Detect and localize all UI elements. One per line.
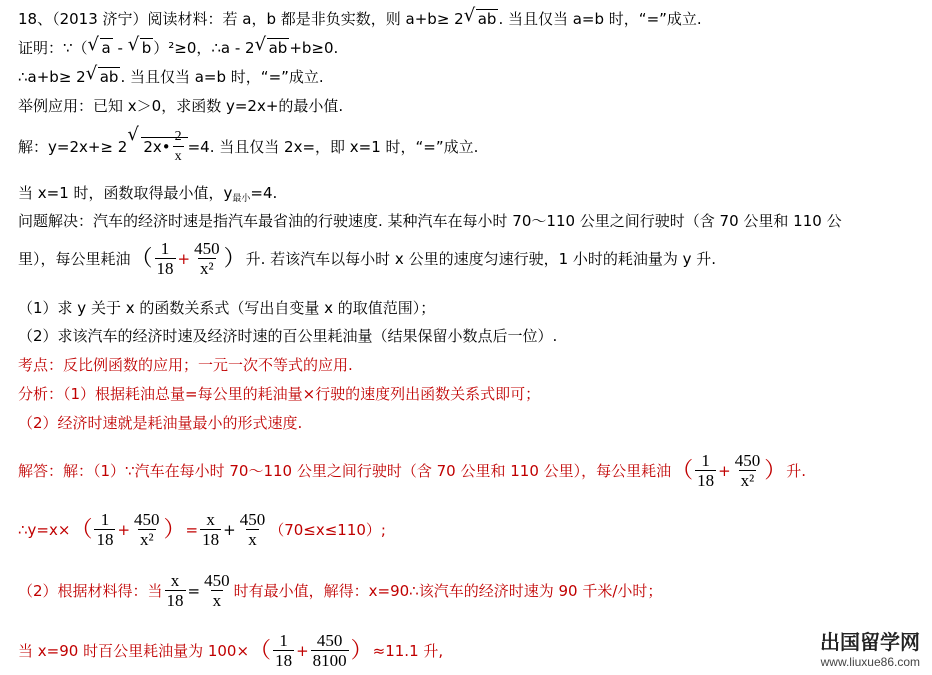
numerator: 1 [279,631,288,650]
fraction [192,240,222,279]
sqrt [464,9,499,29]
denominator: x² [740,471,755,490]
fraction [202,572,232,611]
solution-final [18,632,443,671]
text: +b≥0. [289,39,339,57]
radicand: a [101,39,111,57]
kaodian [18,355,353,375]
sqrt [88,38,113,58]
question-1 [18,298,435,318]
plus: + [223,521,236,539]
paren: ） [223,246,246,272]
denominator: x [173,146,184,167]
watermark [820,626,920,669]
numerator: 450 [734,451,761,470]
denominator: 8100 [312,651,347,670]
text: 里），每公里耗油 [18,250,131,268]
plus: + [296,642,309,660]
fraction [155,240,176,279]
numerator: x [170,571,180,590]
denominator: x² [200,259,214,278]
text: 解答：解：（1）∵汽车在每小时 70～110 公里之间行驶时（含 70 公里和 110 公里），每公里耗油 [18,462,672,480]
text: （2）根据材料得：当 [18,582,163,600]
plus: + [718,462,731,480]
watermark-title: 出国留学网 [820,632,920,654]
denominator: x² [139,530,154,549]
text: （1）求 y 关于 x 的函数关系式（写出自变量 x 的取值范围）； [18,299,436,317]
denominator: 18 [96,530,114,549]
numerator: 450 [134,510,160,529]
text: 升. [786,462,807,480]
fraction [695,452,716,491]
radicand: b [141,39,152,57]
denominator: x [212,591,222,610]
text: . 当且仅当 a=b 时，“=”成立. [498,10,702,28]
text: 升. 若该汽车以每小时 x 公里的速度匀速行驶，1 小时的耗油量为 y 升. [245,250,717,268]
equals: = [185,521,199,539]
watermark-url: www.liuxue86.com [820,655,920,669]
numerator: 450 [204,571,230,590]
analysis-2 [18,413,302,433]
numerator: 450 [316,631,343,650]
text: 问题解决：汽车的经济时速是指汽车最省油的行驶速度. 某种汽车在每小时 70～110 公里之间行驶时（含 70 公里和 110 公 [18,212,842,230]
line-4 [18,96,343,116]
sqrt [128,38,154,58]
numerator: 450 [239,510,266,529]
radicand: ab [268,39,288,57]
numerator: 450 [194,239,220,258]
sqrt [255,38,290,58]
text: 当 x=90 时百公里耗油量为 100× [18,642,250,660]
paren: ） [764,458,787,484]
sqrt [86,67,121,87]
radicand: ab [477,10,497,28]
denominator: x [248,530,257,549]
paren: （ [70,517,93,543]
line-7 [18,211,842,231]
line-8 [18,240,716,279]
text: （70≤x≤110）; [269,521,386,539]
question-2 [18,326,557,346]
plus: + [177,250,191,268]
denominator: 18 [275,651,293,670]
text: 18、（2013 济宁）阅读材料：若 a，b 都是非负实数，则 a+b≥ 2 [18,10,464,28]
text: ∴a+b≥ 2 [18,68,86,86]
text: 考点：反比例函数的应用；一元一次不等式的应用. [18,356,353,374]
sqrt [127,128,187,167]
text: （2）经济时速就是耗油量最小的形式速度. [18,414,303,432]
fraction [733,452,763,491]
fraction [173,128,184,167]
paren: （ [671,458,694,484]
denominator: 18 [202,530,220,549]
fraction [94,511,115,550]
fraction [200,511,221,550]
text: 时有最小值，解得：x=90∴该汽车的经济时速为 90 千米/小时； [233,582,663,600]
analysis-1 [18,384,540,404]
numerator: 2 [174,129,182,144]
paren: ） [163,517,186,543]
numerator: 1 [100,510,110,529]
line-6 [18,183,277,209]
text: 2x• [143,138,171,156]
radicand [141,129,187,164]
fraction [165,572,186,611]
fraction [238,511,268,550]
solution-1 [18,452,806,491]
text: 举例应用：已知 x＞0，求函数 y=2x+的最小值. [18,97,344,115]
radicand: ab [99,68,119,86]
text: ≈11.1 升, [372,642,444,660]
text: . 当且仅当 a=b 时，“=”成立. [120,68,324,86]
solution-y [18,511,386,550]
line-5 [18,128,478,167]
text: 解：y=2x+≥ 2 [18,138,128,156]
text: =4. 当且仅当 2x=，即 x=1 时，“=”成立. [187,138,479,156]
text: ∴y=x× [18,521,71,539]
fraction [273,632,294,671]
numerator: x [206,510,215,529]
denominator: 18 [156,259,174,278]
subscript: 最小 [232,194,251,204]
numerator: 1 [160,239,170,258]
text: （2）求该汽车的经济时速及经济时速的百公里耗油量（结果保留小数点后一位）. [18,327,558,345]
numerator: 1 [701,451,710,470]
plus: + [117,521,131,539]
denominator: 18 [697,471,715,490]
text: 当 x=1 时，函数取得最小值，y [18,184,233,202]
paren: （ [249,638,272,664]
fraction [311,632,349,671]
text: 证明：∵（ [18,39,88,57]
fraction [132,511,162,550]
line-3 [18,67,324,87]
solution-2 [18,572,662,611]
paren: ） [350,638,373,664]
equals: = [187,582,201,600]
paren: （ [130,246,153,272]
line-2 [18,38,338,58]
text: =4. [250,184,278,202]
text: 分析：（1）根据耗油总量=每公里的耗油量×行驶的速度列出函数关系式即可； [18,385,541,403]
text: - [112,39,128,57]
denominator: 18 [166,591,184,610]
text: ）²≥0，∴a - 2 [153,39,255,57]
line-1 [18,9,702,29]
